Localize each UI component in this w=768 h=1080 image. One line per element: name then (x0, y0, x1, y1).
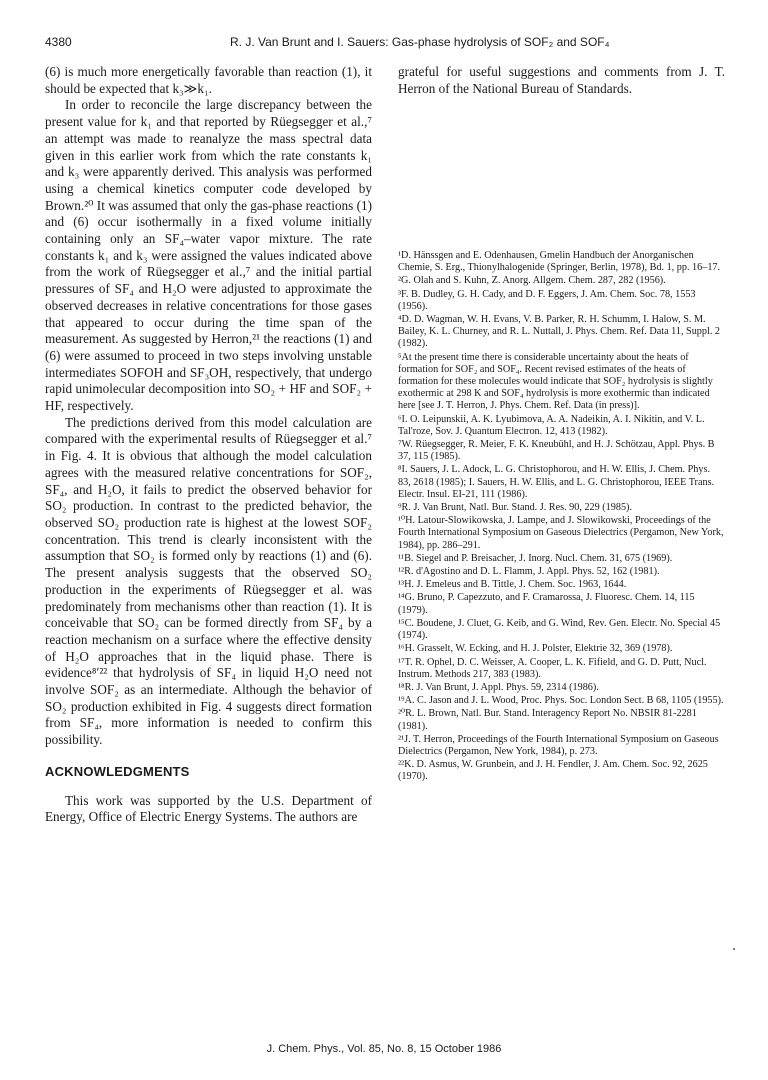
reference-item: ¹D. Hänssgen and E. Odenhausen, Gmelin Handbuch der Anorganischen Chemie, S. Erg., Thionylhalogenide (Springer, Berlin, 1978), Bd. 1, pp. 16–17. (398, 250, 721, 274)
reference-item: ⁶I. O. Leipunskii, A. K. Lyubimova, A. A. Nadeikin, A. I. Nikitin, and V. L. Tal'roze, Sov. J. Quantum Electron. 12, 413 (1982). (398, 413, 705, 437)
reference-item: ²¹J. T. Herron, Proceedings of the Fourth International Symposium on Gaseous Dielectrics (Pergamon, New York, 1984), p. 273. (398, 733, 719, 757)
reference-item: ²⁰R. L. Brown, Natl. Bur. Stand. Interagency Report No. NBSIR 81-2281 (1981). (398, 708, 697, 732)
reference-item: ⁸I. Sauers, J. L. Adock, L. G. Christophorou, and H. W. Ellis, J. Chem. Phys. 83, 2618 (1985); I. Sauers, H. W. Ellis, and L. G. Christophorou, IEEE Trans. Electr. Insul. EI-21, 111 (1986). (398, 464, 715, 500)
reference-item: ¹¹B. Siegel and P. Breisacher, J. Inorg. Nucl. Chem. 31, 675 (1969). (398, 552, 673, 564)
reference-item: ²G. Olah and S. Kuhn, Z. Anorg. Allgem. Chem. 287, 282 (1956). (398, 275, 666, 287)
reference-item: ⁷W. Rüegsegger, R. Meier, F. K. Kneubühl, and H. J. Schötzau, Appl. Phys. B 37, 115 (1985). (398, 439, 715, 463)
reference-item: ¹⁶H. Grasselt, W. Ecking, and H. J. Polster, Elektrie 32, 369 (1978). (398, 643, 673, 655)
reference-item: ¹⁷T. R. Ophel, D. C. Weisser, A. Cooper, L. K. Fifield, and G. D. Putt, Nucl. Instrum. Methods 217, 383 (1983). (398, 656, 707, 680)
acknowledgments-heading: ACKNOWLEDGMENTS (45, 763, 190, 779)
page-number: 4380 (45, 35, 72, 49)
paragraph-2: In order to reconcile the large discrepancy between the present value for k₁ and that reported by Rüegsegger et al.,⁷ an attempt was made to reanalyze the mass spectral data given in this earlier work from which the rate constants k₁ and k₃ were apparently derived. This analysis was performed using a chemical kinetics computer code developed by Brown.²⁰ It was assumed that only the gas-phase reactions (1) and (6) occur isothermally in a fixed volume initially containing only an SF₄–water vapor mixture. The rate constants k₁ and k₃ were assigned the values indicated above from the work of Rüegsegger et al.,⁷ and the initial partial pressures of SF₄ and H₂O were adjusted to approximate the observed decreases in relative concentrations for those gases that appeared to occur during the time span of the measurement. As suggested by Herron,²¹ the reactions (1) and (6) were assumed to proceed in two steps involving unstable intermediates SOFOH and SF₃OH, respectively, that undergo rapid unimolecular decomposition into SO₂ + HF and SOF₂ + HF, respectively. (45, 97, 372, 414)
reference-item: ¹²R. d'Agostino and D. L. Flamm, J. Appl. Phys. 52, 162 (1981). (398, 566, 660, 578)
reference-item: ¹⁰H. Latour-Slowikowska, J. Lampe, and J. Slowikowski, Proceedings of the Fourth International Symposium on Gaseous Dielectrics (Pergamon, New York, 1984), pp. 286–291. (398, 515, 724, 551)
scan-speck (733, 948, 735, 950)
acknowledgments-text: This work was supported by the U.S. Department of Energy, Office of Electric Energy Systems. The authors are (45, 792, 372, 825)
reference-item: ¹⁵C. Boudene, J. Cluet, G. Keib, and G. Wind, Rev. Gen. Electr. No. Special 45 (1974). (398, 617, 721, 642)
reference-item: ⁴D. D. Wagman, W. H. Evans, V. B. Parker, R. H. Schumm, I. Halow, S. M. Bailey, K. L. Churney, and R. L. Nuttall, J. Phys. Chem. Ref. Data 11, Suppl. 2 (1982). (398, 314, 721, 350)
reference-item: ⁹R. J. Van Brunt, Natl. Bur. Stand. J. Res. 90, 229 (1985). (398, 502, 632, 514)
running-title: R. J. Van Brunt and I. Sauers: Gas-phase hydrolysis of SOF₂ and SOF₄ (230, 35, 610, 49)
journal-citation: J. Chem. Phys., Vol. 85, No. 8, 15 October 1986 (266, 1043, 502, 1055)
reference-item: ³F. B. Dudley, G. H. Cady, and D. F. Eggers, J. Am. Chem. Soc. 78, 1553 (1956). (398, 288, 696, 312)
paragraph-1: (6) is much more energetically favorable than reaction (1), it should be expected that k₃≫k₁. (45, 64, 372, 96)
left-column (45, 64, 372, 826)
right-column (398, 64, 725, 97)
paragraph-3: The predictions derived from this model calculation are compared with the experimental results of Rüegsegger et al.⁷ in Fig. 4. It is obvious that although the model calculation agrees with the measured relative concentrations for SOF₂, SF₄, and H₂O, it fails to predict the observed behavior for SO₂ production. In contrast to the predicted behavior, the observed SO₂ production rate is highest at the lowest SOF₂ concentration. This trend is clearly inconsistent with the assumption that SO₂ is formed only by reactions (1) and (6). The present analysis suggests that the observed SO₂ production in the experiments of Rüegsegger et al. was predominately from mechanisms other than reaction (1). It is conceivable that SO₂ can be formed directly from SF₄ by a reaction mechanism on a surface where the effective density of H₂O approaches that in the liquid phase. There is evidence⁸ʹ²² that hydrolysis of SF₄ in liquid H₂O need not involve SOF₂ as an intermediate. Although the behavior of SO₂ production exhibited in Fig. 4 suggests direct formation from SF₄, more information is needed to confirm this possibility. (45, 414, 372, 748)
reference-item: ¹³H. J. Emeleus and B. Tittle, J. Chem. Soc. 1963, 1644. (398, 579, 627, 591)
reference-item: ¹⁴G. Bruno, P. Capezzuto, and F. Cramarossa, J. Fluoresc. Chem. 14, 115 (1979). (398, 592, 695, 616)
reference-list (398, 250, 725, 785)
reference-item: ²²K. D. Asmus, W. Grunbein, and J. H. Fendler, J. Am. Chem. Soc. 92, 2625 (1970). (398, 759, 708, 783)
reference-item: ¹⁸R. J. Van Brunt, J. Appl. Phys. 59, 2314 (1986). (398, 681, 599, 693)
reference-item: ⁵At the present time there is considerable uncertainty about the heats of formation for SOF₂ and SOF₄. Recent revised estimates of the heats of formation for these molecules would indicate that SOF₂ hydrolysis is slightly exothermic at 298 K and SOF₄ hydrolysis is more exothermic than indicated here [see J. T. Herron, J. Phys. Chem. Ref. Data (in press)]. (398, 351, 713, 412)
reference-item: ¹⁹A. C. Jason and J. L. Wood, Proc. Phys. Soc. London Sect. B 68, 1105 (1955). (398, 695, 724, 707)
acknowledgments-continued: grateful for useful suggestions and comments from J. T. Herron of the National Bureau of Standards. (398, 64, 725, 96)
